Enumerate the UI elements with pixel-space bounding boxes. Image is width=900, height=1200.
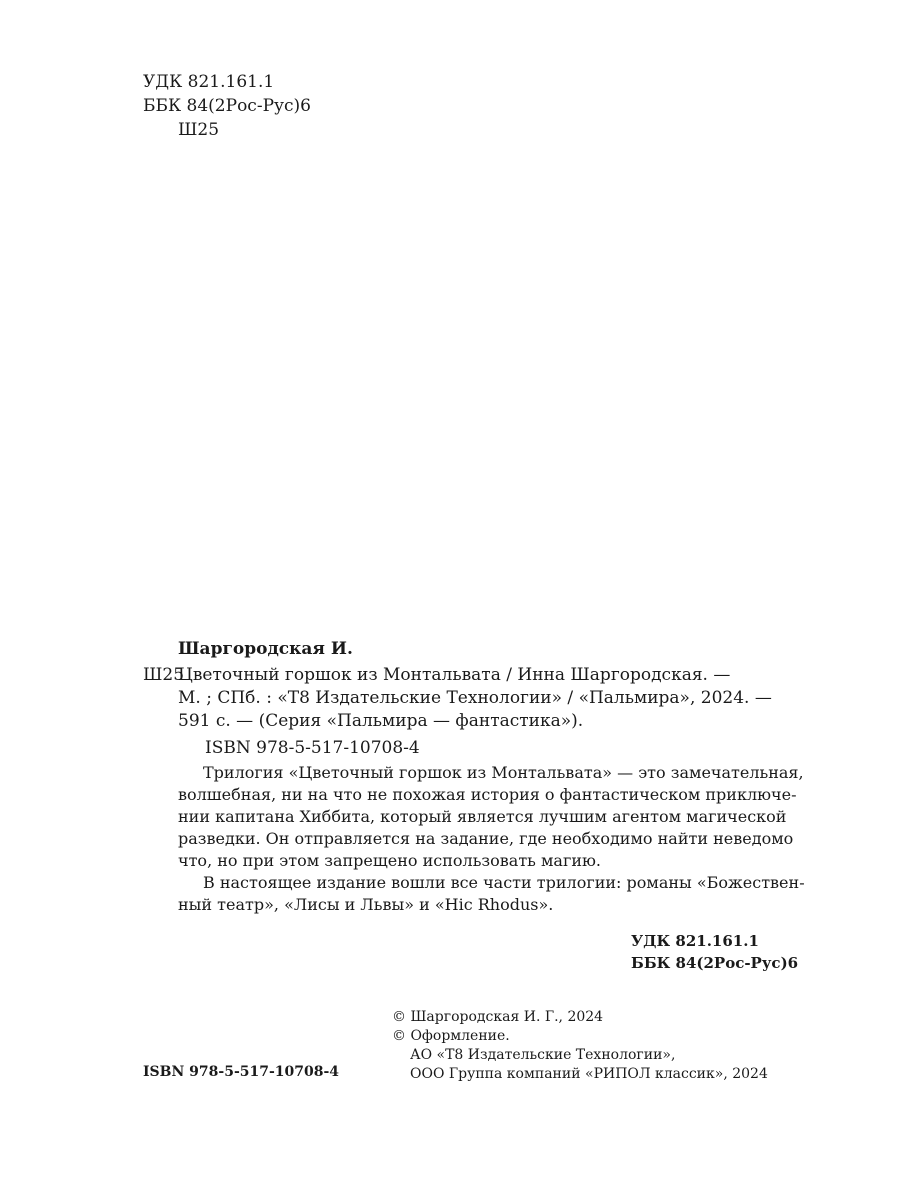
author-mark: Ш25 (178, 120, 220, 140)
annotation-line: В настоящее издание вошли все части трилогии: романы «Божествен- (203, 873, 805, 892)
udk-code: УДК 821.161.1 (143, 72, 275, 92)
copyright-publisher-2: ООО Группа компаний «РИПОЛ классик», 2024 (410, 1066, 768, 1082)
card-publisher-line: М. ; СПб. : «Т8 Издательские Технологии» / «Пальмира», 2024. — (178, 688, 772, 708)
top-classification-codes (143, 70, 311, 142)
card-title-line: Цветочный горшок из Монтальвата / Инна Шаргородская. — (178, 665, 731, 685)
bottom-classification-codes (631, 930, 798, 974)
bbk-code: ББК 84(2Рос-Рус)6 (631, 954, 799, 972)
copyright-author: © Шаргородская И. Г., 2024 (392, 1009, 604, 1025)
annotation-line: Трилогия «Цветочный горшок из Монтальвата» — это замечательная, (203, 763, 804, 782)
card-isbn: ISBN 978-5-517-10708-4 (205, 738, 420, 758)
annotation-line: ный театр», «Лисы и Львы» и «Hic Rhodus». (178, 895, 554, 914)
udk-code: УДК 821.161.1 (631, 932, 759, 950)
copyright-design: © Оформление. (392, 1028, 510, 1044)
annotation-line: что, но при этом запрещено использовать магию. (178, 851, 602, 870)
annotation-line: нии капитана Хиббита, который является лучшим агентом магической (178, 807, 787, 826)
card-author-mark: Ш25 (143, 665, 185, 685)
catalog-card (143, 638, 805, 916)
bbk-code: ББК 84(2Рос-Рус)6 (143, 96, 311, 116)
card-pages-line: 591 с. — (Серия «Пальмира — фантастика»). (178, 711, 584, 731)
copyright-block (392, 1008, 768, 1084)
annotation-line: волшебная, ни на что не похожая история о фантастическом приключе- (178, 785, 797, 804)
annotation (143, 762, 805, 916)
card-author: Шаргородская И. (178, 639, 353, 659)
annotation-line: разведки. Он отправляется на задание, где необходимо найти неведомо (178, 829, 794, 848)
bottom-isbn: ISBN 978-5-517-10708-4 (143, 1064, 340, 1080)
card-title-row (143, 664, 783, 687)
copyright-publisher-1: АО «Т8 Издательские Технологии», (410, 1047, 676, 1063)
